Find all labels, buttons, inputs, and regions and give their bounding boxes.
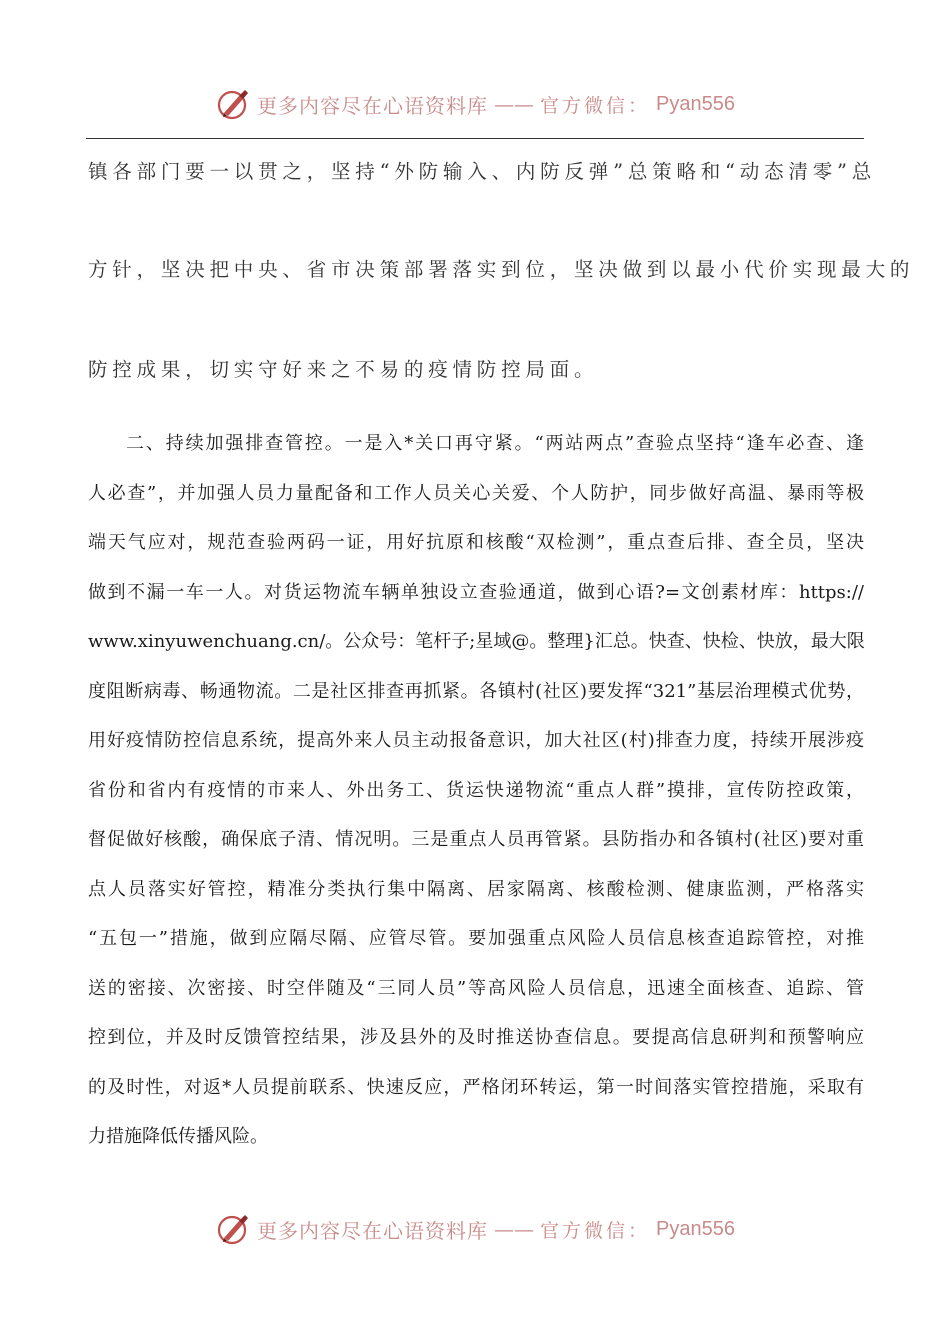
pen-logo-icon: [215, 1211, 251, 1247]
intro-line: 方针，坚决把中央、省市决策部署落实到位，坚决做到以最小代价实现最大的: [88, 258, 915, 281]
paragraph-line: “五包一”措施，做到应隔尽隔、应管尽管。要加强重点风险人员信息核查追踪管控，对推: [88, 928, 864, 949]
banner-separator: ——: [494, 92, 534, 116]
paragraph-line: 送的密接、次密接、时空伴随及“三同人员”等高风险人员信息，迅速全面核查、追踪、管: [88, 977, 864, 999]
paragraph-line: 控到位，并及时反馈管控结果，涉及县外的及时推送协查信息。要提高信息研判和预警响应: [88, 1027, 864, 1048]
banner-wechat-id: Pyan556: [656, 1217, 735, 1240]
header-banner: [0, 84, 950, 124]
intro-line: 镇各部门要一以贯之，坚持“外防输入、内防反弹”总策略和“动态清零”总: [88, 160, 877, 183]
banner-wechat-label: 官方微信：: [540, 94, 651, 117]
paragraph-line: 省份和省内有疫情的市来人、外出务工、货运快递物流“重点人群”摸排，宣传防控政策，: [88, 779, 864, 801]
paragraph-line: 点人员落实好管控，精准分类执行集中隔离、居家隔离、核酸检测、健康监测，严格落实: [88, 878, 864, 900]
banner-separator: ——: [494, 1217, 534, 1241]
banner-title: 更多内容尽在心语资料库: [257, 1218, 488, 1243]
banner-wechat-label: 官方微信：: [540, 1219, 651, 1242]
footer-banner: [0, 1209, 950, 1249]
paragraph-line: 力措施降低传播风险。: [88, 1126, 268, 1147]
pen-logo-icon: [215, 86, 251, 122]
paragraph-line: 二、持续加强排查管控。一是入*关口再守紧。“两站两点”查验点坚持“逢车必查、逢: [126, 433, 864, 454]
intro-line: 防控成果，切实守好来之不易的疫情防控局面。: [88, 358, 599, 381]
paragraph-line: www.xinyuwenchuang.cn/。公众号：笔杆子;星域@。整理}汇总。快查、快检、快放，最大限: [88, 631, 865, 652]
paragraph-line: 端天气应对，规范查验两码一证，用好抗原和核酸“双检测”，重点查后排、查全员，坚决: [88, 532, 864, 553]
banner-wechat-id: Pyan556: [656, 92, 735, 115]
paragraph-line: 督促做好核酸，确保底子清、情况明。三是重点人员再管紧。县防指办和各镇村(社区)要对重: [88, 829, 864, 850]
paragraph-line: 度阻断病毒、畅通物流。二是社区排查再抓紧。各镇村(社区)要发挥“321”基层治理模式优势，: [88, 680, 864, 702]
paragraph-line: 的及时性，对返*人员提前联系、快速反应，严格闭环转运，第一时间落实管控措施，采取有: [88, 1076, 864, 1098]
paragraph-line: 做到不漏一车一人。对货运物流车辆单独设立查验通道，做到心语?=文创素材库：https://: [88, 581, 864, 603]
paragraph-line: 人必查”，并加强人员力量配备和工作人员关心关爱、个人防护，同步做好高温、暴雨等极: [88, 482, 864, 504]
header-divider: [86, 138, 864, 139]
banner-title: 更多内容尽在心语资料库: [257, 93, 488, 118]
paragraph-line: 用好疫情防控信息系统，提高外来人员主动报备意识，加大社区(村)排查力度，持续开展涉疫: [88, 730, 864, 751]
